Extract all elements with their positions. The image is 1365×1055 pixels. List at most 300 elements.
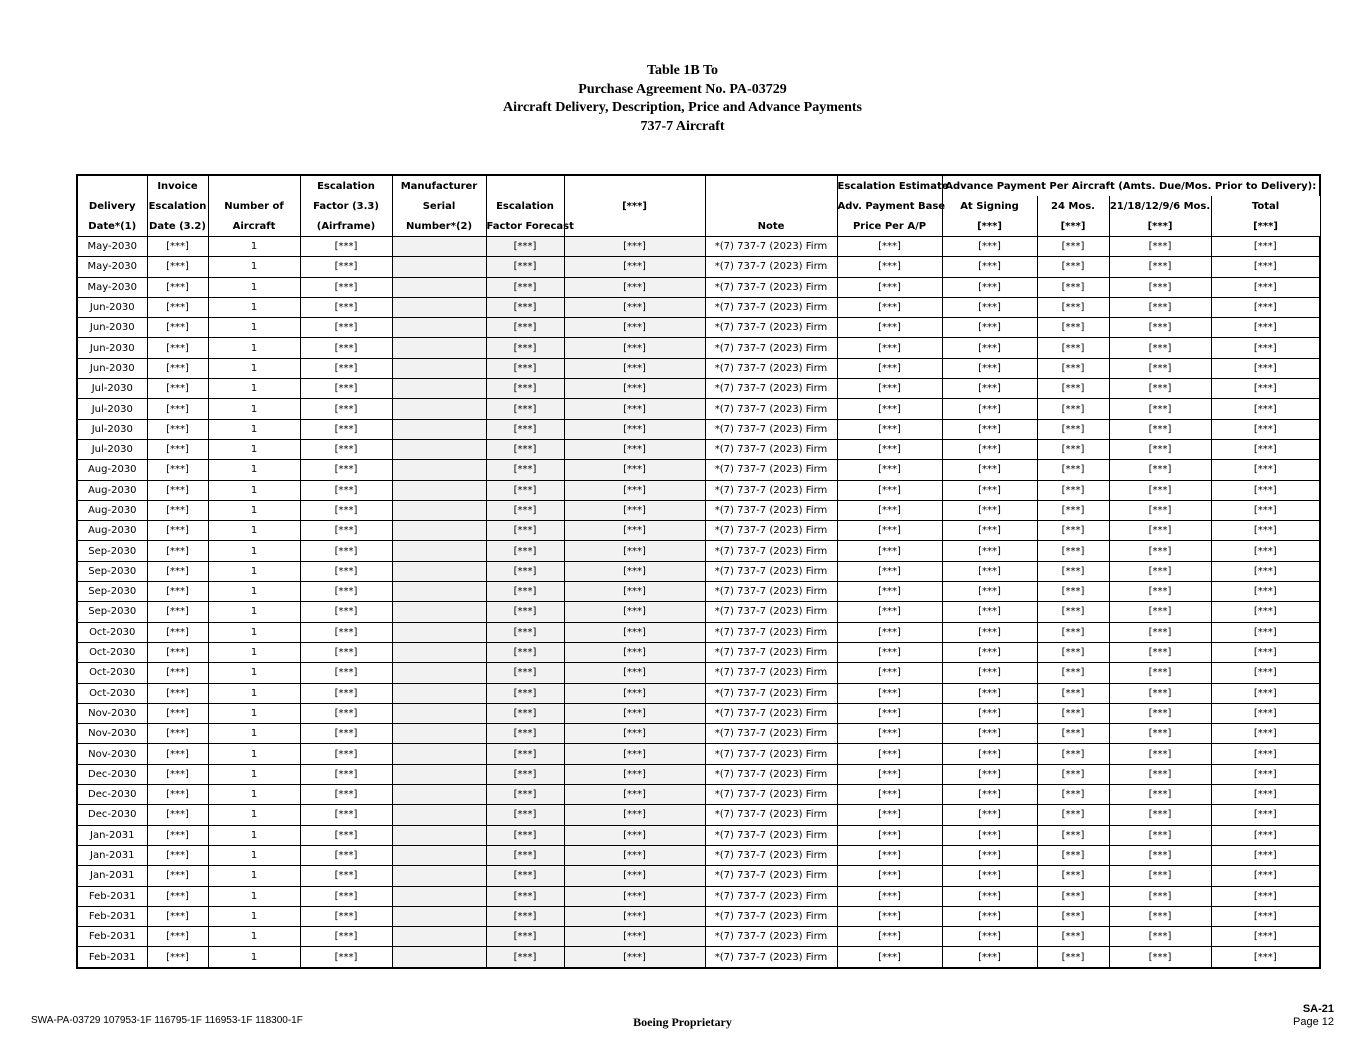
cell-at-signing: [***] xyxy=(942,399,1037,419)
cell-mos21: [***] xyxy=(1109,379,1211,399)
table-row xyxy=(77,886,1320,906)
cell-delivery: Nov-2030 xyxy=(77,724,147,744)
cell-total: [***] xyxy=(1211,602,1320,622)
cell-at-signing: [***] xyxy=(942,845,1037,865)
header-invoice-2: Escalation xyxy=(147,196,208,216)
header-msn-3: Number*(2) xyxy=(392,216,486,237)
cell-total: [***] xyxy=(1211,845,1320,865)
table-row xyxy=(77,338,1320,358)
cell-estimate: [***] xyxy=(837,866,942,886)
cell-total: [***] xyxy=(1211,419,1320,439)
cell-delivery: Aug-2030 xyxy=(77,521,147,541)
cell-invoice: [***] xyxy=(147,277,208,297)
cell-total: [***] xyxy=(1211,785,1320,805)
cell-mos21: [***] xyxy=(1109,439,1211,459)
cell-delivery: Sep-2030 xyxy=(77,602,147,622)
cell-estimate: [***] xyxy=(837,399,942,419)
cell-total: [***] xyxy=(1211,277,1320,297)
table-row xyxy=(77,460,1320,480)
header-escforecast-2: Escalation xyxy=(486,196,564,216)
cell-redacted: [***] xyxy=(564,947,705,968)
table-row xyxy=(77,663,1320,683)
table-row xyxy=(77,399,1320,419)
cell-estimate: [***] xyxy=(837,521,942,541)
cell-redacted: [***] xyxy=(564,927,705,947)
cell-estimate: [***] xyxy=(837,297,942,317)
cell-delivery: Jun-2030 xyxy=(77,297,147,317)
cell-mos24: [***] xyxy=(1037,480,1109,500)
cell-mos24: [***] xyxy=(1037,237,1109,257)
cell-escfactor: [***] xyxy=(300,277,392,297)
cell-redacted: [***] xyxy=(564,866,705,886)
cell-mos24: [***] xyxy=(1037,845,1109,865)
table-row xyxy=(77,785,1320,805)
cell-number: 1 xyxy=(208,541,300,561)
cell-redacted: [***] xyxy=(564,379,705,399)
cell-at-signing: [***] xyxy=(942,338,1037,358)
cell-note: *(7) 737-7 (2023) Firm xyxy=(705,703,837,723)
cell-mos21: [***] xyxy=(1109,297,1211,317)
table-row xyxy=(77,642,1320,662)
cell-delivery: Jul-2030 xyxy=(77,439,147,459)
cell-escforecast: [***] xyxy=(486,805,564,825)
cell-msn xyxy=(392,500,486,520)
cell-estimate: [***] xyxy=(837,561,942,581)
cell-invoice: [***] xyxy=(147,419,208,439)
cell-msn xyxy=(392,744,486,764)
cell-invoice: [***] xyxy=(147,825,208,845)
cell-invoice: [***] xyxy=(147,866,208,886)
cell-total: [***] xyxy=(1211,460,1320,480)
cell-at-signing: [***] xyxy=(942,460,1037,480)
cell-escforecast: [***] xyxy=(486,947,564,968)
cell-escforecast: [***] xyxy=(486,582,564,602)
cell-total: [***] xyxy=(1211,764,1320,784)
cell-redacted: [***] xyxy=(564,703,705,723)
cell-total: [***] xyxy=(1211,866,1320,886)
cell-total: [***] xyxy=(1211,927,1320,947)
cell-delivery: Feb-2031 xyxy=(77,906,147,926)
cell-escforecast: [***] xyxy=(486,642,564,662)
cell-number: 1 xyxy=(208,460,300,480)
cell-mos24: [***] xyxy=(1037,805,1109,825)
cell-escforecast: [***] xyxy=(486,318,564,338)
cell-estimate: [***] xyxy=(837,439,942,459)
cell-escfactor: [***] xyxy=(300,358,392,378)
cell-mos21: [***] xyxy=(1109,480,1211,500)
cell-at-signing: [***] xyxy=(942,805,1037,825)
cell-mos21: [***] xyxy=(1109,237,1211,257)
cell-escforecast: [***] xyxy=(486,602,564,622)
cell-mos21: [***] xyxy=(1109,460,1211,480)
cell-msn xyxy=(392,886,486,906)
cell-mos24: [***] xyxy=(1037,886,1109,906)
cell-redacted: [***] xyxy=(564,237,705,257)
cell-invoice: [***] xyxy=(147,439,208,459)
cell-delivery: Jan-2031 xyxy=(77,845,147,865)
cell-redacted: [***] xyxy=(564,886,705,906)
cell-redacted: [***] xyxy=(564,500,705,520)
cell-invoice: [***] xyxy=(147,703,208,723)
cell-number: 1 xyxy=(208,358,300,378)
cell-note: *(7) 737-7 (2023) Firm xyxy=(705,947,837,968)
cell-escforecast: [***] xyxy=(486,927,564,947)
cell-mos21: [***] xyxy=(1109,642,1211,662)
cell-delivery: Dec-2030 xyxy=(77,785,147,805)
cell-number: 1 xyxy=(208,744,300,764)
cell-msn xyxy=(392,338,486,358)
cell-delivery: Jun-2030 xyxy=(77,318,147,338)
cell-escfactor: [***] xyxy=(300,460,392,480)
cell-redacted: [***] xyxy=(564,785,705,805)
cell-delivery: Nov-2030 xyxy=(77,703,147,723)
cell-number: 1 xyxy=(208,886,300,906)
cell-note: *(7) 737-7 (2023) Firm xyxy=(705,866,837,886)
cell-escforecast: [***] xyxy=(486,277,564,297)
cell-note: *(7) 737-7 (2023) Firm xyxy=(705,500,837,520)
cell-delivery: Sep-2030 xyxy=(77,561,147,581)
cell-delivery: Oct-2030 xyxy=(77,683,147,703)
cell-delivery: Oct-2030 xyxy=(77,642,147,662)
cell-redacted: [***] xyxy=(564,622,705,642)
cell-escfactor: [***] xyxy=(300,480,392,500)
cell-at-signing: [***] xyxy=(942,683,1037,703)
cell-msn xyxy=(392,318,486,338)
cell-number: 1 xyxy=(208,764,300,784)
header-msn-2: Serial xyxy=(392,196,486,216)
header-number-2: Number of xyxy=(208,196,300,216)
cell-redacted: [***] xyxy=(564,419,705,439)
cell-invoice: [***] xyxy=(147,582,208,602)
header-escforecast-3: Factor Forecast xyxy=(486,216,564,237)
cell-mos24: [***] xyxy=(1037,622,1109,642)
cell-redacted: [***] xyxy=(564,642,705,662)
cell-number: 1 xyxy=(208,379,300,399)
table-row xyxy=(77,277,1320,297)
cell-estimate: [***] xyxy=(837,724,942,744)
cell-note: *(7) 737-7 (2023) Firm xyxy=(705,541,837,561)
cell-invoice: [***] xyxy=(147,906,208,926)
cell-escforecast: [***] xyxy=(486,297,564,317)
cell-at-signing: [***] xyxy=(942,582,1037,602)
table-row xyxy=(77,419,1320,439)
supplemental-agreement-number: SA-21 xyxy=(1302,1003,1334,1015)
cell-escforecast: [***] xyxy=(486,866,564,886)
cell-escfactor: [***] xyxy=(300,582,392,602)
cell-estimate: [***] xyxy=(837,338,942,358)
cell-msn xyxy=(392,419,486,439)
cell-at-signing: [***] xyxy=(942,663,1037,683)
table-row xyxy=(77,561,1320,581)
cell-note: *(7) 737-7 (2023) Firm xyxy=(705,358,837,378)
cell-msn xyxy=(392,358,486,378)
cell-escfactor: [***] xyxy=(300,521,392,541)
cell-escforecast: [***] xyxy=(486,845,564,865)
cell-note: *(7) 737-7 (2023) Firm xyxy=(705,277,837,297)
title-line-4: 737-7 Aircraft xyxy=(640,118,725,134)
cell-estimate: [***] xyxy=(837,927,942,947)
cell-delivery: Jul-2030 xyxy=(77,419,147,439)
cell-escfactor: [***] xyxy=(300,602,392,622)
cell-estimate: [***] xyxy=(837,419,942,439)
header-delivery-3: Date*(1) xyxy=(77,216,147,237)
cell-invoice: [***] xyxy=(147,257,208,277)
cell-redacted: [***] xyxy=(564,439,705,459)
cell-mos21: [***] xyxy=(1109,825,1211,845)
cell-escforecast: [***] xyxy=(486,379,564,399)
cell-total: [***] xyxy=(1211,561,1320,581)
cell-redacted: [***] xyxy=(564,845,705,865)
header-delivery-2: Delivery xyxy=(77,196,147,216)
cell-number: 1 xyxy=(208,703,300,723)
cell-delivery: Aug-2030 xyxy=(77,460,147,480)
cell-mos21: [***] xyxy=(1109,622,1211,642)
cell-at-signing: [***] xyxy=(942,237,1037,257)
cell-total: [***] xyxy=(1211,338,1320,358)
header-escfactor-1: Escalation xyxy=(300,175,392,196)
cell-note: *(7) 737-7 (2023) Firm xyxy=(705,521,837,541)
cell-invoice: [***] xyxy=(147,927,208,947)
header-24-mos-sub: [***] xyxy=(1037,216,1109,237)
cell-mos24: [***] xyxy=(1037,541,1109,561)
cell-mos21: [***] xyxy=(1109,744,1211,764)
cell-redacted: [***] xyxy=(564,257,705,277)
header-estimate-1: Escalation Estimate xyxy=(837,175,942,196)
cell-delivery: Aug-2030 xyxy=(77,500,147,520)
cell-estimate: [***] xyxy=(837,642,942,662)
cell-total: [***] xyxy=(1211,724,1320,744)
cell-msn xyxy=(392,642,486,662)
cell-escforecast: [***] xyxy=(486,724,564,744)
cell-note: *(7) 737-7 (2023) Firm xyxy=(705,805,837,825)
cell-delivery: Jul-2030 xyxy=(77,379,147,399)
cell-redacted: [***] xyxy=(564,805,705,825)
cell-escforecast: [***] xyxy=(486,521,564,541)
cell-note: *(7) 737-7 (2023) Firm xyxy=(705,724,837,744)
cell-estimate: [***] xyxy=(837,703,942,723)
cell-invoice: [***] xyxy=(147,886,208,906)
header-redacted-3 xyxy=(564,216,705,237)
cell-number: 1 xyxy=(208,399,300,419)
cell-redacted: [***] xyxy=(564,663,705,683)
cell-invoice: [***] xyxy=(147,724,208,744)
delivery-schedule-table xyxy=(76,174,1321,969)
cell-invoice: [***] xyxy=(147,622,208,642)
cell-total: [***] xyxy=(1211,439,1320,459)
cell-mos21: [***] xyxy=(1109,703,1211,723)
cell-number: 1 xyxy=(208,419,300,439)
cell-at-signing: [***] xyxy=(942,561,1037,581)
cell-at-signing: [***] xyxy=(942,439,1037,459)
cell-escfactor: [***] xyxy=(300,338,392,358)
cell-delivery: Dec-2030 xyxy=(77,805,147,825)
cell-invoice: [***] xyxy=(147,744,208,764)
cell-number: 1 xyxy=(208,642,300,662)
cell-mos24: [***] xyxy=(1037,338,1109,358)
cell-mos24: [***] xyxy=(1037,419,1109,439)
cell-mos24: [***] xyxy=(1037,460,1109,480)
cell-estimate: [***] xyxy=(837,257,942,277)
cell-msn xyxy=(392,703,486,723)
cell-invoice: [***] xyxy=(147,318,208,338)
cell-escfactor: [***] xyxy=(300,663,392,683)
cell-escforecast: [***] xyxy=(486,744,564,764)
cell-at-signing: [***] xyxy=(942,785,1037,805)
cell-note: *(7) 737-7 (2023) Firm xyxy=(705,480,837,500)
cell-escforecast: [***] xyxy=(486,419,564,439)
cell-mos24: [***] xyxy=(1037,399,1109,419)
header-21-mos-sub: [***] xyxy=(1109,216,1211,237)
cell-escforecast: [***] xyxy=(486,663,564,683)
cell-escforecast: [***] xyxy=(486,237,564,257)
cell-mos24: [***] xyxy=(1037,277,1109,297)
cell-total: [***] xyxy=(1211,541,1320,561)
cell-number: 1 xyxy=(208,785,300,805)
cell-mos24: [***] xyxy=(1037,785,1109,805)
cell-redacted: [***] xyxy=(564,521,705,541)
cell-delivery: Oct-2030 xyxy=(77,663,147,683)
cell-note: *(7) 737-7 (2023) Firm xyxy=(705,419,837,439)
page-info xyxy=(1293,1003,1334,1029)
cell-escforecast: [***] xyxy=(486,785,564,805)
cell-escfactor: [***] xyxy=(300,561,392,581)
cell-escfactor: [***] xyxy=(300,500,392,520)
table-row xyxy=(77,845,1320,865)
cell-escforecast: [***] xyxy=(486,683,564,703)
header-at-signing: At Signing xyxy=(942,196,1037,216)
cell-mos24: [***] xyxy=(1037,724,1109,744)
cell-msn xyxy=(392,683,486,703)
cell-mos24: [***] xyxy=(1037,744,1109,764)
cell-mos21: [***] xyxy=(1109,399,1211,419)
cell-redacted: [***] xyxy=(564,338,705,358)
cell-note: *(7) 737-7 (2023) Firm xyxy=(705,825,837,845)
cell-redacted: [***] xyxy=(564,561,705,581)
cell-escfactor: [***] xyxy=(300,906,392,926)
cell-mos24: [***] xyxy=(1037,582,1109,602)
cell-at-signing: [***] xyxy=(942,521,1037,541)
header-21-mos: 21/18/12/9/6 Mos. xyxy=(1109,196,1211,216)
cell-at-signing: [***] xyxy=(942,379,1037,399)
cell-escfactor: [***] xyxy=(300,642,392,662)
cell-mos24: [***] xyxy=(1037,439,1109,459)
cell-msn xyxy=(392,257,486,277)
cell-msn xyxy=(392,845,486,865)
cell-msn xyxy=(392,947,486,968)
cell-total: [***] xyxy=(1211,642,1320,662)
cell-mos21: [***] xyxy=(1109,663,1211,683)
cell-number: 1 xyxy=(208,297,300,317)
cell-number: 1 xyxy=(208,338,300,358)
header-total: Total xyxy=(1211,196,1320,216)
cell-note: *(7) 737-7 (2023) Firm xyxy=(705,602,837,622)
cell-number: 1 xyxy=(208,845,300,865)
cell-mos21: [***] xyxy=(1109,805,1211,825)
cell-estimate: [***] xyxy=(837,277,942,297)
cell-escfactor: [***] xyxy=(300,927,392,947)
cell-mos24: [***] xyxy=(1037,663,1109,683)
cell-invoice: [***] xyxy=(147,379,208,399)
cell-delivery: Sep-2030 xyxy=(77,541,147,561)
cell-total: [***] xyxy=(1211,886,1320,906)
cell-escfactor: [***] xyxy=(300,724,392,744)
cell-total: [***] xyxy=(1211,825,1320,845)
cell-msn xyxy=(392,541,486,561)
cell-escfactor: [***] xyxy=(300,886,392,906)
cell-total: [***] xyxy=(1211,622,1320,642)
table-row xyxy=(77,297,1320,317)
cell-msn xyxy=(392,561,486,581)
header-at-signing-sub: [***] xyxy=(942,216,1037,237)
cell-at-signing: [***] xyxy=(942,703,1037,723)
cell-note: *(7) 737-7 (2023) Firm xyxy=(705,906,837,926)
cell-mos24: [***] xyxy=(1037,764,1109,784)
cell-total: [***] xyxy=(1211,257,1320,277)
cell-mos21: [***] xyxy=(1109,927,1211,947)
cell-note: *(7) 737-7 (2023) Firm xyxy=(705,927,837,947)
cell-delivery: Jun-2030 xyxy=(77,338,147,358)
cell-note: *(7) 737-7 (2023) Firm xyxy=(705,338,837,358)
cell-redacted: [***] xyxy=(564,480,705,500)
cell-msn xyxy=(392,460,486,480)
cell-mos21: [***] xyxy=(1109,277,1211,297)
cell-mos24: [***] xyxy=(1037,906,1109,926)
cell-msn xyxy=(392,724,486,744)
cell-estimate: [***] xyxy=(837,886,942,906)
cell-number: 1 xyxy=(208,237,300,257)
page-number: Page 12 xyxy=(1293,1016,1334,1028)
cell-mos21: [***] xyxy=(1109,500,1211,520)
cell-total: [***] xyxy=(1211,582,1320,602)
cell-redacted: [***] xyxy=(564,541,705,561)
cell-note: *(7) 737-7 (2023) Firm xyxy=(705,379,837,399)
table-row xyxy=(77,257,1320,277)
table-row xyxy=(77,703,1320,723)
cell-invoice: [***] xyxy=(147,500,208,520)
cell-msn xyxy=(392,602,486,622)
cell-estimate: [***] xyxy=(837,379,942,399)
cell-escfactor: [***] xyxy=(300,237,392,257)
header-24-mos: 24 Mos. xyxy=(1037,196,1109,216)
cell-mos24: [***] xyxy=(1037,561,1109,581)
header-number-1 xyxy=(208,175,300,196)
cell-estimate: [***] xyxy=(837,947,942,968)
cell-invoice: [***] xyxy=(147,561,208,581)
cell-delivery: Jan-2031 xyxy=(77,866,147,886)
cell-mos21: [***] xyxy=(1109,419,1211,439)
cell-msn xyxy=(392,480,486,500)
cell-estimate: [***] xyxy=(837,541,942,561)
cell-mos21: [***] xyxy=(1109,947,1211,968)
proprietary-notice: Boeing Proprietary xyxy=(633,1015,732,1029)
cell-escforecast: [***] xyxy=(486,480,564,500)
cell-total: [***] xyxy=(1211,399,1320,419)
cell-msn xyxy=(392,663,486,683)
cell-escfactor: [***] xyxy=(300,845,392,865)
cell-at-signing: [***] xyxy=(942,744,1037,764)
table-body xyxy=(77,237,1320,968)
cell-msn xyxy=(392,379,486,399)
cell-redacted: [***] xyxy=(564,764,705,784)
cell-mos24: [***] xyxy=(1037,927,1109,947)
cell-at-signing: [***] xyxy=(942,277,1037,297)
cell-note: *(7) 737-7 (2023) Firm xyxy=(705,642,837,662)
cell-number: 1 xyxy=(208,927,300,947)
cell-mos24: [***] xyxy=(1037,866,1109,886)
cell-mos24: [***] xyxy=(1037,825,1109,845)
cell-note: *(7) 737-7 (2023) Firm xyxy=(705,297,837,317)
cell-note: *(7) 737-7 (2023) Firm xyxy=(705,237,837,257)
